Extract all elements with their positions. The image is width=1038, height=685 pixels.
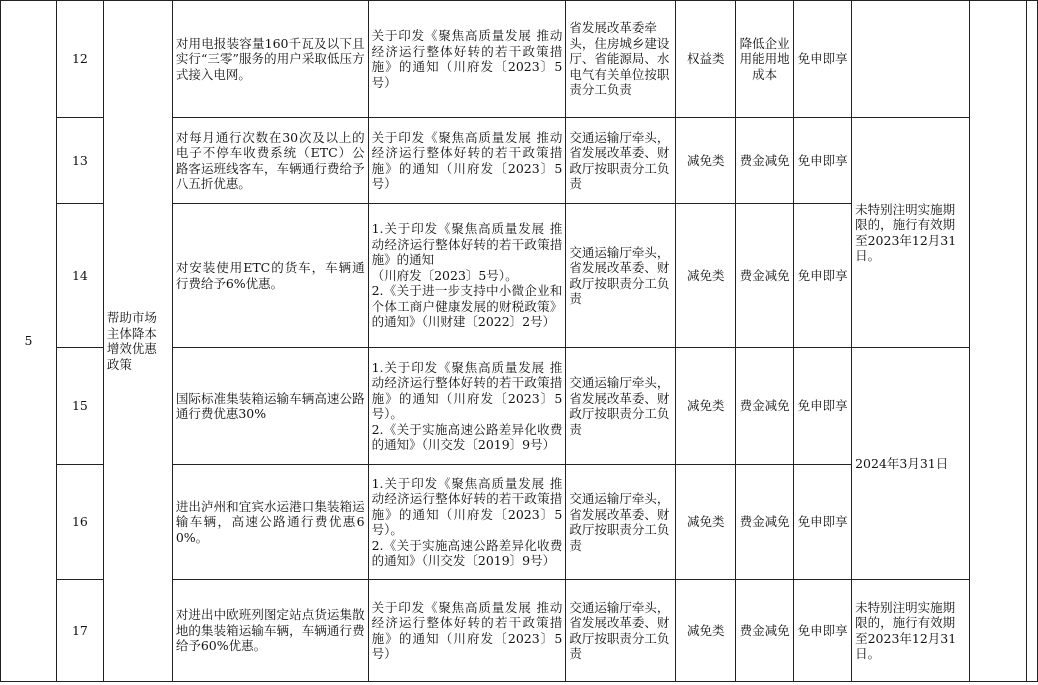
policy-basis-cell: 关于印发《聚焦高质量发展 推动经济运行整体好转的若干政策措施》的通知（川府发〔2023〕5号） xyxy=(368,118,566,204)
responsible-dept-cell: 交通运输厅牵头，省发展改革委、财政厅按职责分工负责 xyxy=(566,348,676,465)
policy-basis-cell: 1.关于印发《聚焦高质量发展 推动经济运行整体好转的若干政策措施》的通知（川府发〔2023〕5号）。 2.《关于实施高速公路差异化收费的通知》（川交发〔2019〕9号） xyxy=(368,465,566,580)
policy-content-cell: 对安装使用ETC的货车，车辆通行费给予6%优惠。 xyxy=(172,204,368,348)
row-number-cell: 13 xyxy=(56,118,103,204)
row-number-cell: 12 xyxy=(56,1,103,118)
validity-cell: 2024年3月31日 xyxy=(852,348,970,580)
responsible-dept-cell: 交通运输厅牵头，省发展改革委、财政厅按职责分工负责 xyxy=(566,118,676,204)
row-number-cell: 15 xyxy=(56,348,103,465)
responsible-dept-cell: 交通运输厅牵头，省发展改革委、财政厅按职责分工负责 xyxy=(566,465,676,580)
edge-column-cell xyxy=(1026,1,1037,682)
policy-content-cell: 国际标准集装箱运输车辆高速公路通行费优惠30% xyxy=(172,348,368,465)
policy-content-cell: 对用电报装容量160千瓦及以下且实行“三零”服务的用户采取低压方式接入电网。 xyxy=(172,1,368,118)
table-row xyxy=(1,1,1038,118)
policy-method-cell: 降低企业用能用地成本 xyxy=(736,1,794,118)
policy-method-cell: 费金减免 xyxy=(736,580,794,682)
group-category-cell: 帮助市场主体降本增效优惠政策 xyxy=(103,1,172,682)
policy-content-cell: 进出泸州和宜宾水运港口集装箱运输车辆，高速公路通行费优惠60%。 xyxy=(172,465,368,580)
policy-mode-cell: 免申即享 xyxy=(794,204,852,348)
responsible-dept-cell: 交通运输厅牵头，省发展改革委、财政厅按职责分工负责 xyxy=(566,580,676,682)
policy-type-cell: 减免类 xyxy=(676,118,736,204)
row-number-cell: 17 xyxy=(56,580,103,682)
group-seq-cell: 5 xyxy=(1,1,57,682)
validity-cell: 未特别注明实施期限的，施行有效期至2023年12月31日。 xyxy=(852,118,970,348)
policy-basis-cell: 关于印发《聚焦高质量发展 推动经济运行整体好转的若干政策措施》的通知（川府发〔2023〕5号） xyxy=(368,1,566,118)
responsible-dept-cell: 交通运输厅牵头，省发展改革委、财政厅按职责分工负责 xyxy=(566,204,676,348)
policy-method-cell: 费金减免 xyxy=(736,118,794,204)
policy-mode-cell: 免申即享 xyxy=(794,465,852,580)
policy-method-cell: 费金减免 xyxy=(736,465,794,580)
policy-mode-cell: 免申即享 xyxy=(794,348,852,465)
validity-cell: 未特别注明实施期限的，施行有效期至2023年12月31日。 xyxy=(852,580,970,682)
row-number-cell: 14 xyxy=(56,204,103,348)
policy-type-cell: 减免类 xyxy=(676,348,736,465)
policy-method-cell: 费金减免 xyxy=(736,348,794,465)
policy-basis-cell: 关于印发《聚焦高质量发展 推动经济运行整体好转的若干政策措施》的通知（川府发〔2023〕5号） xyxy=(368,580,566,682)
row-number-cell: 16 xyxy=(56,465,103,580)
extra-column-cell xyxy=(969,1,1026,682)
policy-mode-cell: 免申即享 xyxy=(794,1,852,118)
policy-mode-cell: 免申即享 xyxy=(794,118,852,204)
policy-basis-cell: 1.关于印发《聚焦高质量发展 推动经济运行整体好转的若干政策措施》的通知（川府发〔2023〕5号）。 2.《关于实施高速公路差异化收费的通知》（川交发〔2019〕9号） xyxy=(368,348,566,465)
policy-method-cell: 费金减免 xyxy=(736,204,794,348)
policy-type-cell: 减免类 xyxy=(676,465,736,580)
policy-content-cell: 对每月通行次数在30次及以上的电子不停车收费系统（ETC）公路客运班线客车，车辆通行费给予八五折优惠。 xyxy=(172,118,368,204)
validity-cell-empty xyxy=(852,1,970,118)
policy-type-cell: 减免类 xyxy=(676,580,736,682)
policy-mode-cell: 免申即享 xyxy=(794,580,852,682)
responsible-dept-cell: 省发展改革委牵头，住房城乡建设厅、省能源局、水电气有关单位按职责分工负责 xyxy=(566,1,676,118)
policy-content-cell: 对进出中欧班列图定站点货运集散地的集装箱运输车辆，车辆通行费给予60%优惠。 xyxy=(172,580,368,682)
policy-type-cell: 减免类 xyxy=(676,204,736,348)
policy-basis-cell: 1.关于印发《聚焦高质量发展 推动经济运行整体好转的若干政策措施》的通知 （川府发〔2023〕5号）。 2.《关于进一步支持中小微企业和个体工商户健康发展的财税政策》的通知》（川财建〔2022〕2号） xyxy=(368,204,566,348)
policy-type-cell: 权益类 xyxy=(676,1,736,118)
